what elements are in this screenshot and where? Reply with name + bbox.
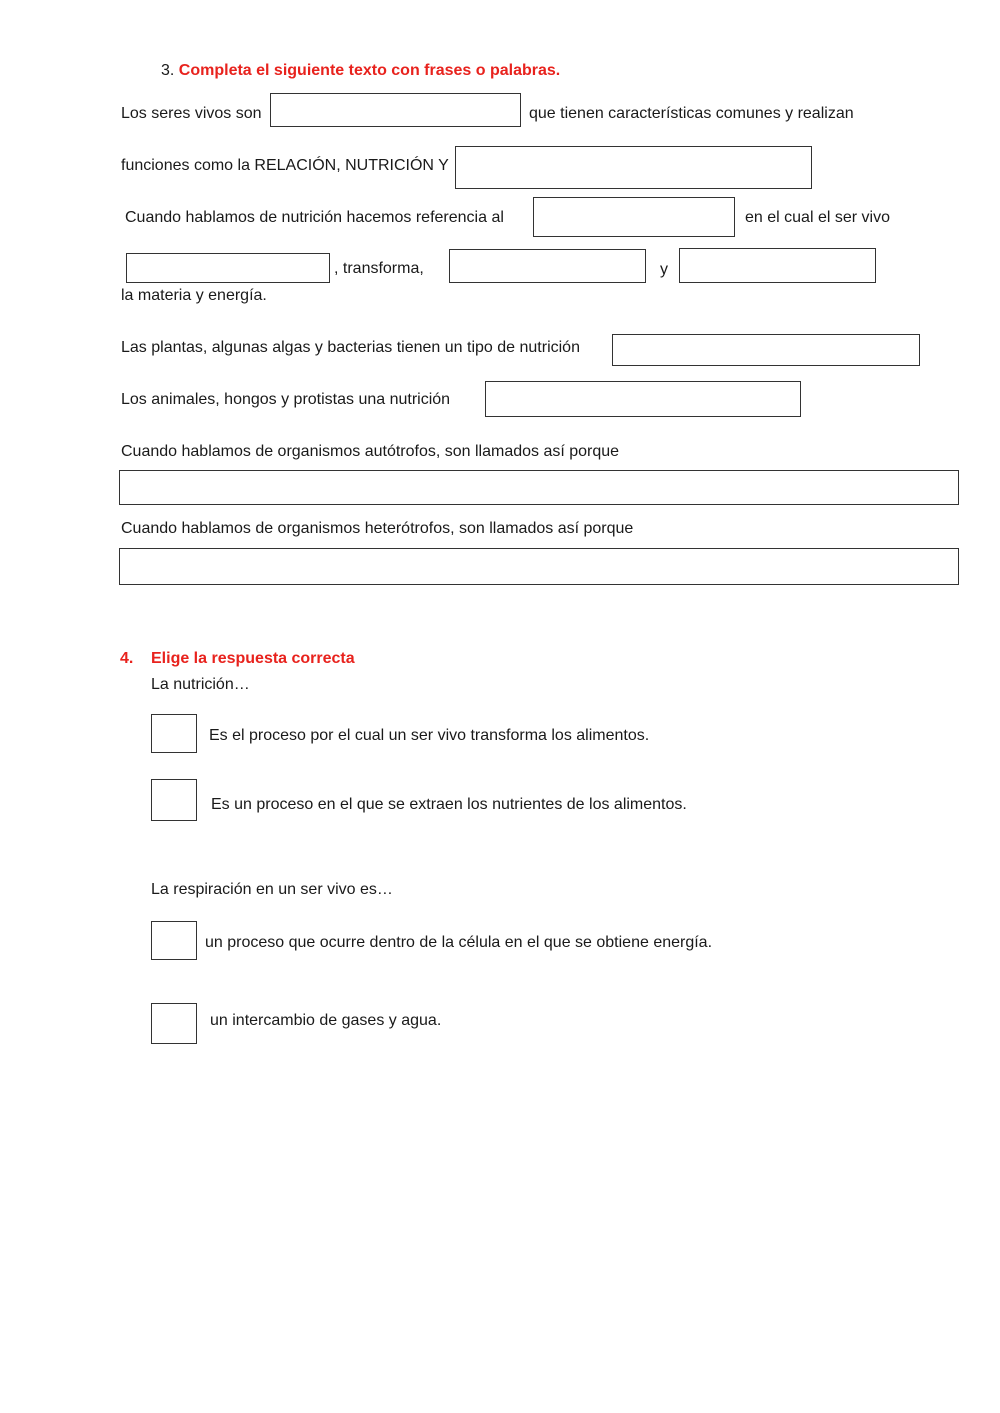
section-4-number: 4.	[120, 650, 134, 667]
text-autotrofos: Cuando hablamos de organismos autótrofos, son llamados así porque	[121, 443, 620, 460]
section-3-title: Completa el siguiente texto con frases o palabras.	[178, 62, 561, 79]
checkbox-respiracion-option-1[interactable]	[151, 921, 197, 960]
text-funciones: funciones como la RELACIÓN, NUTRICIÓN Y	[121, 157, 449, 174]
text-seres-vivos: Los seres vivos son	[121, 105, 262, 122]
blank-ser-vivo-accion-1[interactable]	[126, 253, 330, 283]
option-respiracion-1: un proceso que ocurre dentro de la célula en el que se obtiene energía.	[205, 934, 713, 951]
blank-nutricion-proceso[interactable]	[533, 197, 735, 237]
text-transforma: , transforma,	[334, 260, 424, 277]
blank-ser-vivo-accion-3[interactable]	[679, 248, 876, 283]
section-3-heading	[161, 61, 560, 81]
blank-seres-vivos[interactable]	[270, 93, 521, 127]
text-plantas: Las plantas, algunas algas y bacterias tienen un tipo de nutrición	[121, 339, 580, 356]
checkbox-nutricion-option-1[interactable]	[151, 714, 197, 753]
blank-funcion-tercera[interactable]	[455, 146, 812, 189]
section-3-number: 3.	[161, 62, 175, 79]
blank-nutricion-animales[interactable]	[485, 381, 801, 417]
question-nutricion: La nutrición…	[151, 676, 250, 693]
text-animales: Los animales, hongos y protistas una nutrición	[121, 391, 451, 408]
option-respiracion-2: un intercambio de gases y agua.	[210, 1012, 442, 1029]
section-4-title: Elige la respuesta correcta	[151, 650, 355, 667]
blank-nutricion-plantas[interactable]	[612, 334, 920, 366]
text-caracteristicas: que tienen características comunes y realizan	[529, 105, 854, 122]
text-heterotrofos: Cuando hablamos de organismos heterótrofos, son llamados así porque	[121, 520, 634, 537]
text-materia-energia: la materia y energía.	[121, 287, 267, 304]
blank-heterotrofos[interactable]	[119, 548, 959, 585]
blank-ser-vivo-accion-2[interactable]	[449, 249, 646, 283]
checkbox-respiracion-option-2[interactable]	[151, 1003, 197, 1044]
option-nutricion-1: Es el proceso por el cual un ser vivo transforma los alimentos.	[209, 727, 650, 744]
text-nutricion-referencia: Cuando hablamos de nutrición hacemos referencia al	[125, 209, 504, 226]
text-ser-vivo: en el cual el ser vivo	[745, 209, 890, 226]
option-nutricion-2: Es un proceso en el que se extraen los nutrientes de los alimentos.	[211, 796, 687, 813]
text-y: y	[660, 261, 668, 278]
checkbox-nutricion-option-2[interactable]	[151, 779, 197, 821]
question-respiracion: La respiración en un ser vivo es…	[151, 881, 393, 898]
blank-autotrofos[interactable]	[119, 470, 959, 505]
